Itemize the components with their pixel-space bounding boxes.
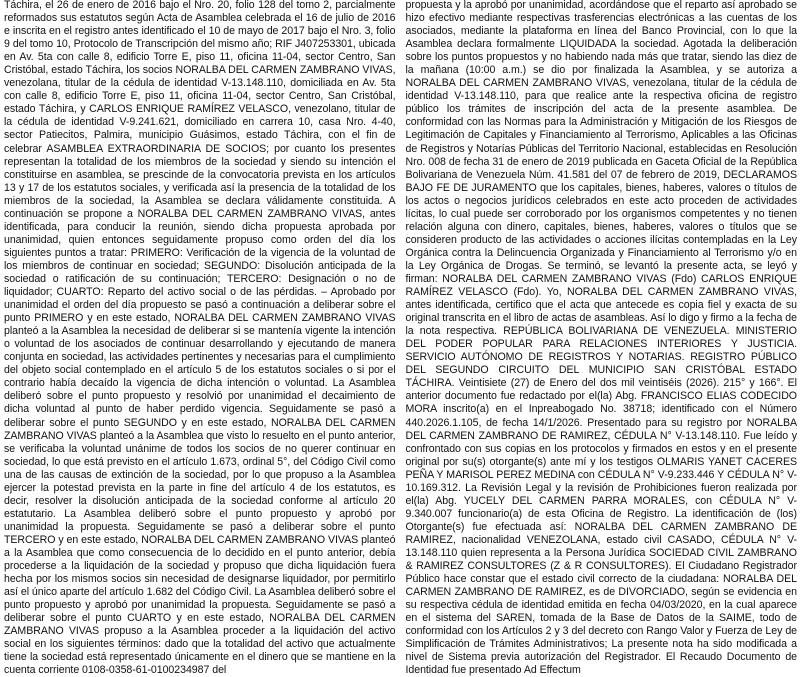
right-column-text: propuesta y la aprobó por unanimidad, acordándose que el reparto así aprobado se hizo efectivo mediante respectivas trasferencias electrónicas a las cuentas de los asociados, mediante la plataforma en línea del Banco Provincial, con lo que la Asamblea declara formalmente LIQUIDADA la sociedad. Agotada la deliberación sobre los puntos propuestos y no habiendo nada más que tratar, siendo las diez de la mañana (10:00 a.m.) se dio por finalizada la Asamblea, y se autoriza a NORALBA DEL CARMEN ZAMBRANO VIVAS, venezolana, titular de la cédula de identidad V-13.148.110, para que realice ante la respectiva oficina de registro público los trámites de inscripción del acta de la presente asamblea. De conformidad con las Normas para la Administración y Mitigación de los Riesgos de Legitimación de Capitales y Financiamiento al Terrorismo, Aplicables a las Oficinas de Registros y Notarías Públicas del Territorio Nacional, establecidas en Resolución Nro. 008 de fecha 31 de enero de 2019 publicada en Gaceta Oficial de la República Bolivariana de Venezuela Núm. 41.581 del 07 de febrero de 2019, DECLARAMOS BAJO FE DE JURAMENTO que los capitales, bienes, haberes, valores o títulos de los actos o negocios jurídicos celebrados en este acto proceden de actividades lícitas, lo cual puede ser corroborado por los organismos competentes y no tienen relación alguna con dinero, capitales, bienes, haberes, valores o títulos que se consideren producto de las actividades o acciones ilícitas contempladas en la Ley Orgánica contra la Delincuencia Organizada y Financiamiento al Terrorismo y/o en la Ley Orgánica de Drogas. Se terminó, se levantó la presente acta, se leyó y firman: NORALBA DEL CARMEN ZAMBRANO VIVAS (Fdo) CARLOS ENRIQUE RAMÍREZ VELASCO (Fdo). Yo, NORALBA DEL CARMEN ZAMBRANO VIVAS, antes identificada, certifico que el acta que antecede es copia fiel y exacta de su original transcrita en el libro de actas de asambleas. Así lo digo y firmo a la fecha de la nota respectiva. REPÚBLICA BOLIVARIANA DE VENEZUELA. MINISTERIO DEL PODER POPULAR PARA RELACIONES INTERIORES Y JUSTICIA. SERVICIO AUTÓNOMO DE REGISTROS Y NOTARIAS. REGISTRO PÚBLICO DEL SEGUNDO CIRCUITO DEL MUNICIPIO SAN CRISTÓBAL ESTADO TÁCHIRA. Veintisiete (27) de Enero del dos mil veintiséis (2026). 215° y 166°. El anterior documento fue redactado por el(la) Abg. FRANCISCO ELIAS CODECIDO MORA inscrito(a) en el Inpreabogado No. 38718; identificado con el Número 440.2026.1.105, de fecha 14/1/2026. Presentado para su registro por NORALBA DEL CARMEN ZAMBRANO DE RAMIREZ, CÉDULA N° V-13.148.110. Fue leído y confrontado con sus copias en los protocolos y firmados en estos y en el presente original por su(s) otorgante(s) ante mí y los testigos OLMARIS YANET CACERES PEÑA Y MARISOL PEREZ MEDINA con CÉDULA N° V-9.233.446 Y CÉDULA N° V-10.169.312. La Revisión Legal y la revisión de Prohibiciones fueron realizada por el(la) Abg. YUCELY DEL CARMEN PARRA MORALES, con CÉDULA N° V-9.340.007 funcionario(a) de esta Oficina de Registro. La identificación de (los) Otorgante(s) fue efectuada así: NORALBA DEL CARMEN ZAMBRANO DE RAMIREZ, nacionalidad VENEZOLANA, estado civil CASADO, CÉDULA N° V-13.148.110 quien representa a la Persona Jurídica SOCIEDAD CIVIL ZAMBRANO & RAMIREZ CONSULTORES (Z & R CONSULTORES). El Ciudadano Registrador Público hace constar que el estado civil correcto de la ciudadana: NORALBA DEL CARMEN ZAMBRANO DE RAMIREZ, es de DIVORCIADO, según se evidencia en su respectiva cédula de identidad emitida en fecha 04/03/2020, en la cual aparece en el sistema del SAREN, tomada de la Base de Datos de la SAIME, todo de conformidad con los Artículos 2 y 3 del decreto con Rango Valor y Fuerza de Ley de Simplificación de Trámites Administrativos; La presente nota ha sido modificada a nivel de Sistema previa autorización del Registrador. El Recaudo Documento de Identidad fue presentado Ad Effectum xyxy=(405,0,797,677)
right-column xyxy=(405,0,798,677)
left-column-text: Táchira, el 26 de enero de 2016 bajo el Nro. 20, folio 128 del tomo 2, parcialmente reformados sus estatutos según Acta de Asamblea celebrada el 16 de julio de 2016 e inscrita en el registro antes identificado el 10 de mayo de 2017 bajo el Nro. 3, folio 9 del tomo 10, Protocolo de Transcripción del mismo año; RIF J407253301, ubicada en Av. 5ta con calle 8, edificio Torre E, piso 11, oficina 11-04, sector Centro, San Cristóbal, estado Táchira, los socios NORALBA DEL CARMEN ZAMBRANO VIVAS, venezolana, titular de la cédula de identidad V-13.148.110, domiciliada en Av. 5ta con calle 8, edificio Torre E, piso 11, oficina 11-04, sector Centro, San Cristóbal, estado Táchira, y CARLOS ENRIQUE RAMÍREZ VELASCO, venezolano, titular de la cédula de identidad V-9.241.621, domiciliado en carrera 10, casa Nro. 4-40, sector Patiecitos, Palmira, municipio Guásimos, estado Táchira, con el fin de celebrar ASAMBLEA EXTRAORDINARIA DE SOCIOS; por cuanto los presentes representan la totalidad de los miembros de la sociedad y siendo su intención el constituirse en asamblea, se prescinde de la convocatoria prevista en los artículos 13 y 17 de los estatutos sociales, y verificada así la presencia de la totalidad de los miembros de la sociedad, la Asamblea se declara válidamente constituida. A continuación se propone a NORALBA DEL CARMEN ZAMBRANO VIVAS, antes identificada, para conducir la reunión, siendo dicha propuesta aprobada por unanimidad, quien entonces seguidamente propuso como orden del día los siguientes puntos a tratar: PRIMERO: Verificación de la vigencia de la voluntad de los miembros de continuar en sociedad; SEGUNDO: Disolución anticipada de la sociedad o ratificación de su continuación; TERCERO: Designación o no de liquidador; CUARTO: Reparto del activo social o de las pérdidas. – Aprobado por unanimidad el orden del día propuesto se pasó a continuación a deliberar sobre el punto PRIMERO y en este estado, NORALBA DEL CARMEN ZAMBRANO VIVAS planteó a la Asamblea la necesidad de deliberar si se mantenía vigente la intención o voluntad de los asociados de continuar desarrollando y ejecutando de manera conjunta en sociedad, las actividades pertinentes y necesarias para el cumplimiento del objeto social contemplado en el artículo 5 de los estatutos sociales o si por el contrario había decaído la vigencia de dicha intención o voluntad. La Asamblea deliberó sobre el punto propuesto y resolvió por unanimidad el decaimiento de dicha voluntad al punto de haber perdido vigencia. Seguidamente se pasó a deliberar sobre el punto SEGUNDO y en este estado, NORALBA DEL CARMEN ZAMBRANO VIVAS planteó a la Asamblea que visto lo resuelto en el punto anterior, se verificaba la voluntad unánime de todos los socios de no querer continuar en sociedad, lo que está previsto en el artículo 1.673, ordinal 5°, del Código Civil como una de las causas de extinción de la sociedad, por lo que propuso a la Asamblea ejercer la potestad prevista en la parte in fine del artículo 4 de los estatutos, es decir, resolver la disolución anticipada de la sociedad conforme al artículo 20 estatutario. La Asamblea deliberó sobre el punto propuesto y aprobó por unanimidad la propuesta. Seguidamente se pasó a deliberar sobre el punto TERCERO y en este estado, NORALBA DEL CARMEN ZAMBRANO VIVAS planteó a la Asamblea que como consecuencia de lo decidido en el punto anterior, debía procederse a la liquidación de la sociedad y propuso que dicha liquidación fuera hecha por los mismos socios sin necesidad de designarse liquidador, por permitirlo así el único aparte del artículo 1.682 del Código Civil. La Asamblea deliberó sobre el punto propuesto y aprobó por unanimidad la propuesta. Seguidamente se pasó a deliberar sobre el punto CUARTO y en este estado, NORALBA DEL CARMEN ZAMBRANO VIVAS propuso a la Asamblea proceder a la liquidación del activo social en los siguientes términos: dado que la totalidad del activo que actualmente tiene la sociedad está representado únicamente en el dinero que se mantiene en la cuenta corriente 0108-0358-61-0100234987 del xyxy=(4,0,396,677)
left-column xyxy=(4,0,396,677)
